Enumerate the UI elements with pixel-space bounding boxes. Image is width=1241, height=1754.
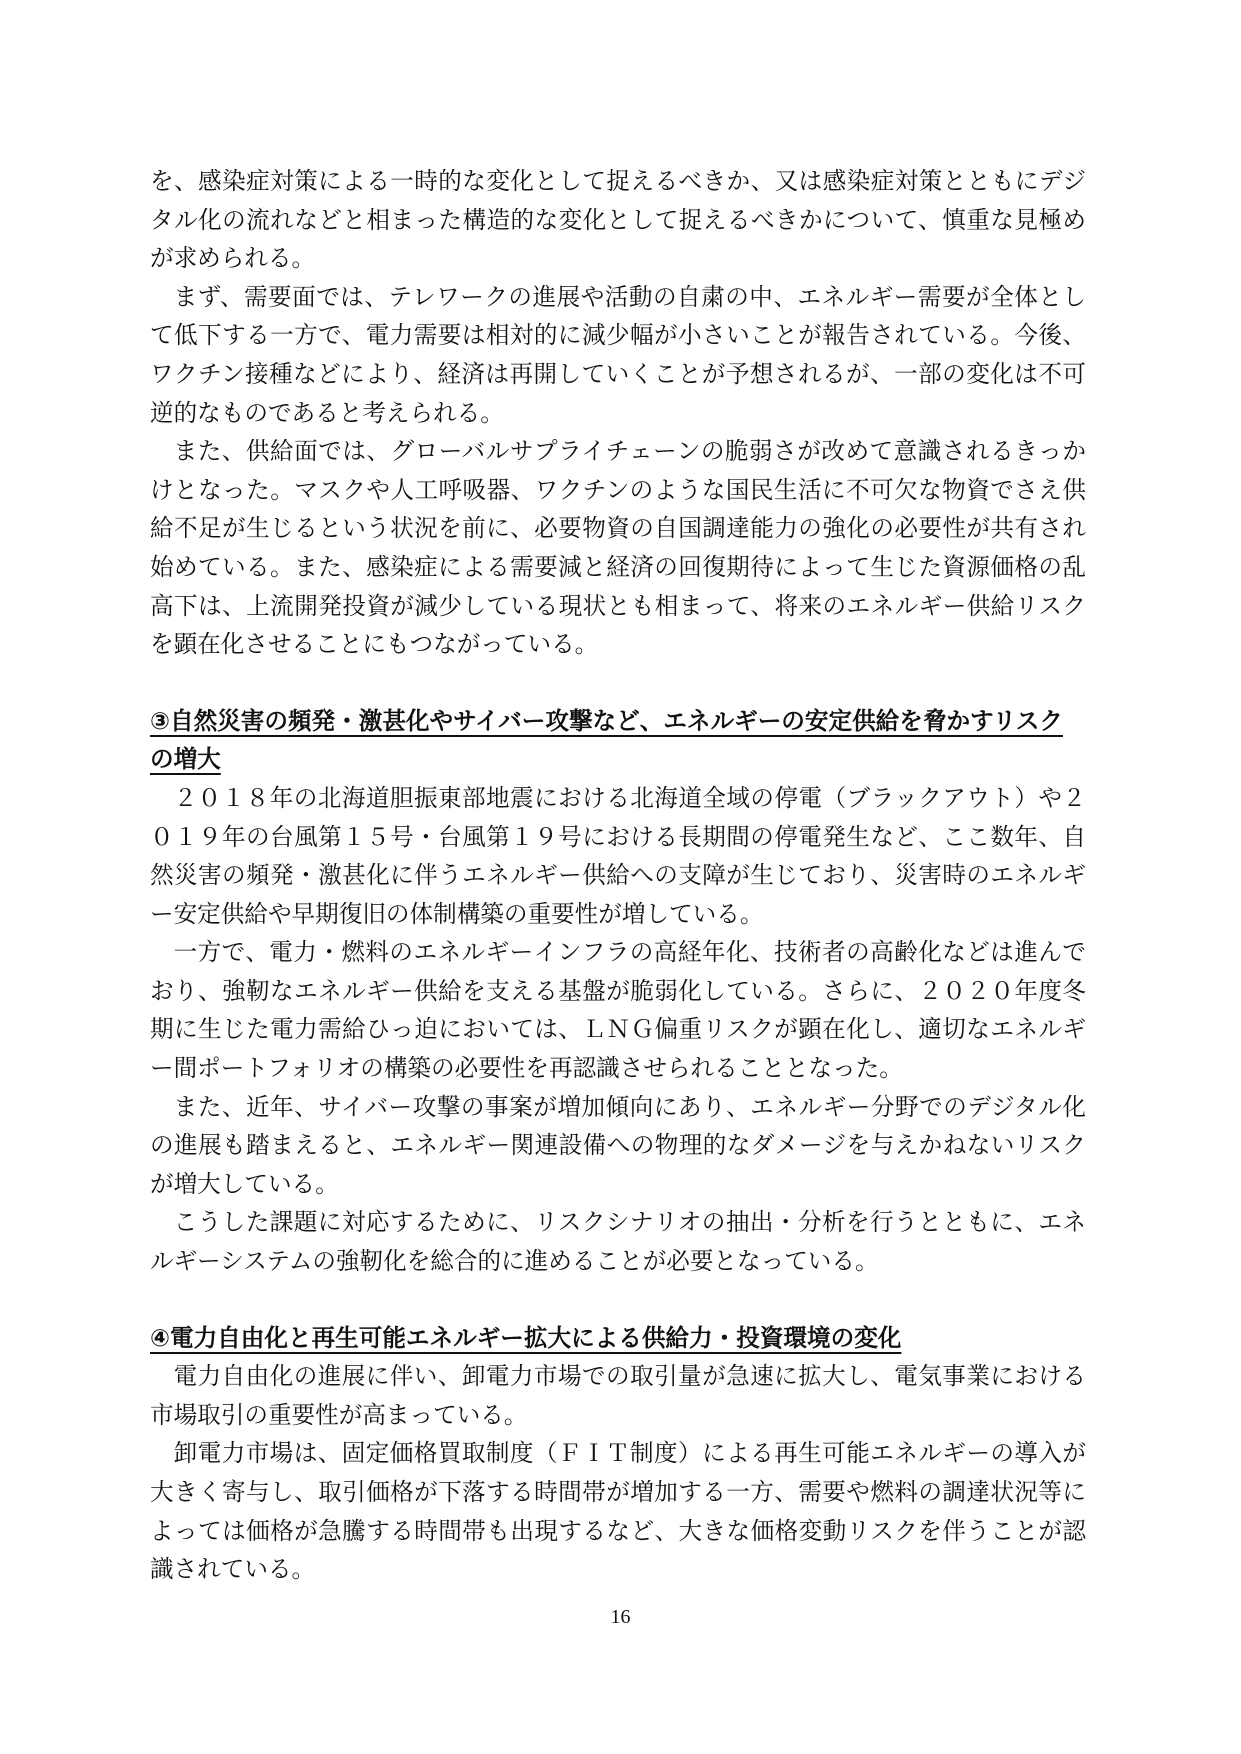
section-heading-disaster-risk: ③自然災害の頻発・激甚化やサイバー攻撃など、エネルギーの安定供給を脅かすリスクの増大 <box>150 706 1063 774</box>
paragraph-price-volatility: 卸電力市場は、固定価格買取制度（ＦＩＴ制度）による再生可能エネルギーの導入が大きく寄与し、取引価格が下落する時間帯が増加する一方、需要や燃料の調達状況等によっては価格が急騰する時間帯も出現するなど、大きな価格変動リスクを伴うことが認識されている。 <box>150 1439 1086 1584</box>
paragraph-cyber-attack: また、近年、サイバー攻撃の事案が増加傾向にあり、エネルギー分野でのデジタル化の進展も踏まえると、エネルギー関連設備への物理的なダメージを与えかねないリスクが増大している。 <box>150 1092 1086 1198</box>
paragraph-wholesale-market-growth: 電力自由化の進展に伴い、卸電力市場での取引量が急速に拡大し、電気事業における市場取引の重要性が高まっている。 <box>150 1362 1086 1429</box>
paragraph-supply-side: また、供給面では、グローバルサプライチェーンの脆弱さが改めて意識されるきっかけとなった。マスクや人工呼吸器、ワクチンのような国民生活に不可欠な物資でさえ供給不足が生じるという状況を前に、必要物資の自国調達能力の強化の必要性が共有され始めている。また、感染症による需要減と経済の回復期待によって生じた資源価格の乱高下は、上流開発投資が減少している現状とも相まって、将来のエネルギー供給リスクを顕在化させることにもつながっている。 <box>150 437 1086 659</box>
paragraph-disaster-blackout: ２０１８年の北海道胆振東部地震における北海道全域の停電（ブラックアウト）や２０１９年の台風第１５号・台風第１９号における長期間の停電発生など、ここ数年、自然災害の頻発・激甚化に伴うエネルギー供給への支障が生じており、災害時のエネルギー安定供給や早期復旧の体制構築の重要性が増している。 <box>150 783 1086 928</box>
paragraph-intro-continued: を、感染症対策による一時的な変化として捉えるべきか、又は感染症対策とともにデジタル化の流れなどと相まった構造的な変化として捉えるべきかについて、慎重な見極めが求められる。 <box>150 167 1086 273</box>
document-body <box>150 162 1086 1589</box>
page-number: 16 <box>610 1606 631 1628</box>
paragraph-infrastructure-aging: 一方で、電力・燃料のエネルギーインフラの高経年化、技術者の高齢化などは進んでおり、強靭なエネルギー供給を支える基盤が脆弱化している。さらに、２０２０年度冬期に生じた電力需給ひっ迫においては、ＬＮＧ偏重リスクが顕在化し、適切なエネルギー間ポートフォリオの構築の必要性を再認識させられることとなった。 <box>150 938 1086 1083</box>
paragraph-demand-side: まず、需要面では、テレワークの進展や活動の自粛の中、エネルギー需要が全体として低下する一方で、電力需要は相対的に減少幅が小さいことが報告されている。今後、ワクチン接種などにより、経済は再開していくことが予想されるが、一部の変化は不可逆的なものであると考えられる。 <box>150 282 1086 427</box>
paragraph-resilience: こうした課題に対応するために、リスクシナリオの抽出・分析を行うとともに、エネルギーシステムの強靭化を総合的に進めることが必要となっている。 <box>150 1208 1086 1276</box>
section-heading-liberalization: ④電力自由化と再生可能エネルギー拡大による供給力・投資環境の変化 <box>150 1323 902 1352</box>
